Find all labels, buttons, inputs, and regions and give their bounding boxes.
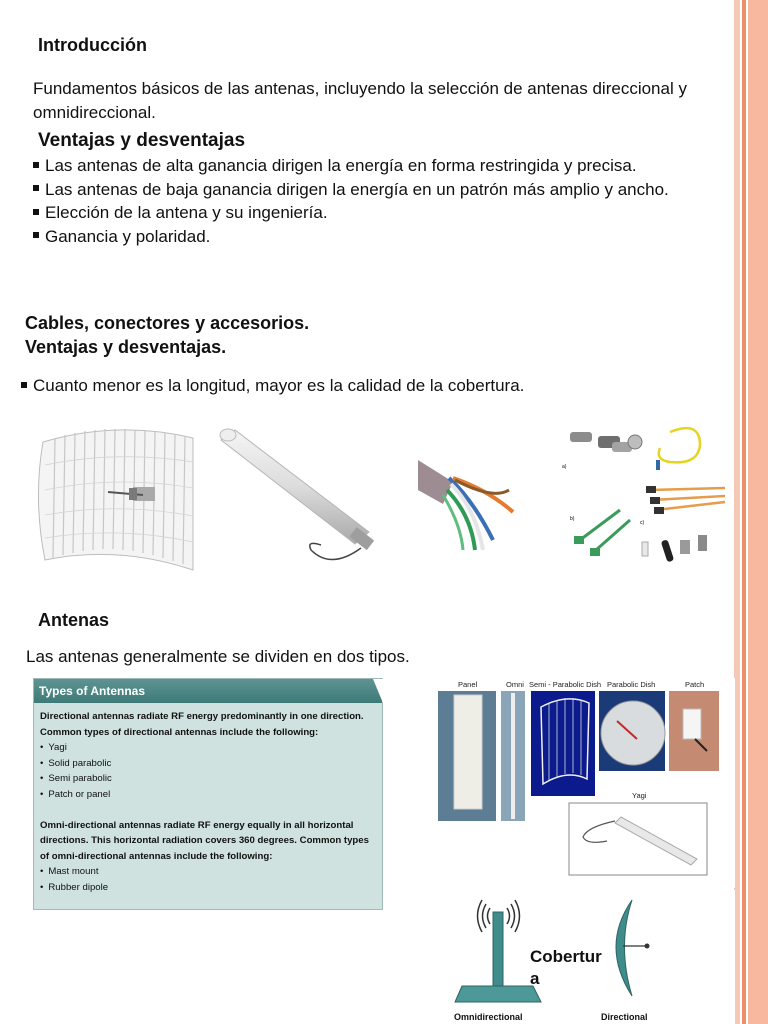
bullet-icon [21,382,27,388]
antenas-body: Las antenas generalmente se dividen en dos tipos. [26,647,410,666]
list-item: • Yagi [40,740,376,756]
coverage-diagram [385,890,735,1024]
intro-title: Introducción [38,35,147,55]
antenna-types-gallery [437,678,735,888]
types-of-antennas-panel [33,678,383,910]
bullet-icon [33,232,39,238]
omni-list [40,864,376,895]
ventajas-bullet-list [33,154,733,248]
equipment-photo-row [25,420,730,580]
decorative-right-border [734,0,768,1024]
omni-intro: Omni-directional antennas radiate RF energy equally in all horizontal directions. This horizontal radiation covers 360 degrees. Common types of omni-directional antennas include the following: [40,819,369,862]
gallery-label-omni: Omni [506,680,524,689]
ventajas-title: Ventajas y desventajas [38,130,246,151]
bullet-item: Las antenas de baja ganancia dirigen la energía en un patrón más amplio y ancho. [33,178,733,202]
omni-antenna-image [211,420,381,580]
bullet-item: Elección de la antena y su ingeniería. [33,201,733,225]
omnidirectional-label: Omnidirectional [454,1012,523,1022]
coverage-label: Cobertur a [530,947,602,988]
list-item: • Solid parabolic [40,756,376,772]
grid-antenna-image [33,420,203,580]
list-item: • Mast mount [40,864,376,880]
bullet-item: Ganancia y polaridad. [33,225,733,249]
photo-label-a: a) [562,464,567,470]
connectors-image [560,420,730,580]
cables-bullet: Cuanto menor es la longitud, mayor es la calidad de la cobertura. [21,376,524,396]
gallery-label-yagi: Yagi [632,791,647,800]
bullet-icon [33,162,39,168]
antenna-gallery-images [437,689,735,888]
directional-list [40,740,376,802]
list-item: • Semi parabolic [40,771,376,787]
utp-cable-image [413,420,533,580]
cables-title: Cables, conectores y accesorios. Ventajas y desventajas. [25,313,310,357]
directional-label: Directional [601,1012,648,1022]
bullet-item: Las antenas de alta ganancia dirigen la energía en forma restringida y precisa. [33,154,733,178]
directional-intro: Directional antennas radiate RF energy predominantly in one direction. Common types of directional antennas include the following: [40,711,364,738]
types-panel-header: Types of Antennas [34,679,382,703]
intro-body: Fundamentos básicos de las antenas, incluyendo la selección de antenas direccional y omnidireccional. [33,79,687,122]
photo-label-b: b) [570,516,575,522]
photo-label-c: c) [640,520,645,526]
bullet-icon [33,209,39,215]
list-item: • Rubber dipole [40,880,376,896]
gallery-label-semi-parabolic: Semi - Parabolic Dish [529,680,602,689]
gallery-label-panel: Panel [458,680,478,689]
gallery-label-parabolic: Parabolic Dish [607,680,656,689]
antenas-title: Antenas [38,610,110,630]
gallery-label-patch: Patch [685,680,705,689]
list-item: • Patch or panel [40,787,376,803]
bullet-icon [33,185,39,191]
